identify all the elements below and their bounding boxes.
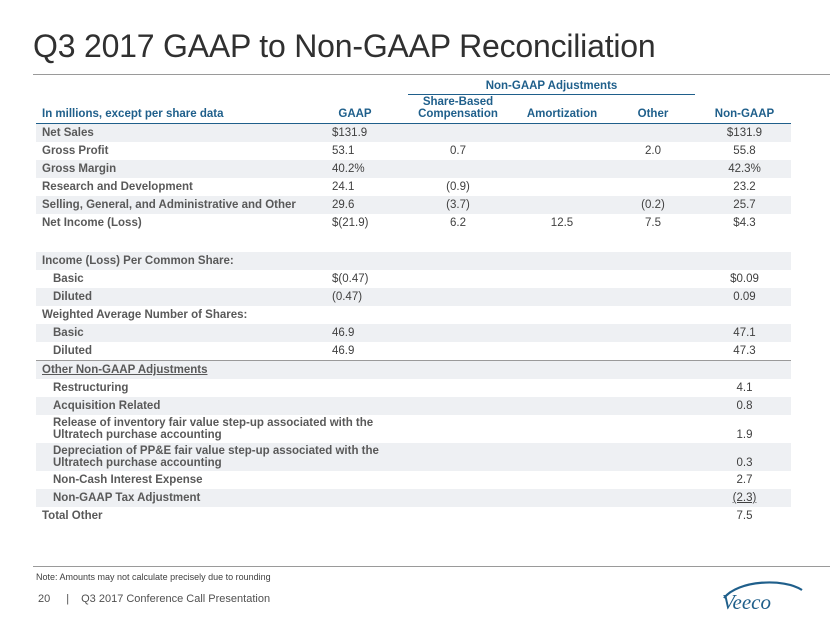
col-header-sbc-line1: Share-Based [422,96,494,108]
non-gaap-value: $0.09 [730,273,759,285]
group-header-underline [408,94,695,95]
row-label: Other Non-GAAP Adjustments [42,364,208,376]
reconciliation-table [36,124,791,525]
row-label-line2: Ultratech purchase accounting [53,429,222,441]
row-label-line1: Release of inventory fair value step-up associated with the [53,417,374,429]
slide-title: Q3 2017 GAAP to Non-GAAP Reconciliation [33,28,656,64]
col-header-sbc-line2: Compensation [418,108,498,120]
row-label: Non-GAAP Tax Adjustment [53,492,201,504]
gaap-value: 53.1 [332,145,355,157]
col-header-non-gaap: Non-GAAP [714,108,775,120]
gaap-value: 29.6 [332,199,355,211]
column-headers [36,96,791,123]
row-label-line1: Depreciation of PP&E fair value step-up associated with the [53,445,379,457]
gaap-value: 40.2% [332,163,365,175]
gaap-value: (0.47) [332,291,363,303]
table-row-net-sales [36,124,791,142]
table-row-other-header [36,361,791,379]
rounding-note: Note: Amounts may not calculate precisely due to rounding [36,572,271,582]
non-gaap-value: 4.1 [736,382,753,394]
row-label: Income (Loss) Per Common Share: [42,255,234,267]
row-label: Acquisition Related [53,400,161,412]
other-value: (0.2) [641,199,665,211]
table-row-research-development [36,178,791,196]
non-gaap-value: 23.2 [733,181,756,193]
non-gaap-value: 2.7 [736,474,753,486]
gaap-value: 24.1 [332,181,355,193]
table-row-shares-basic [36,324,791,342]
row-label: Net Income (Loss) [42,217,142,229]
col-header-gaap: GAAP [338,108,372,120]
table-row-eps-header [36,252,791,270]
row-label: Research and Development [42,181,193,193]
gaap-value: $(0.47) [332,273,369,285]
non-gaap-value: 0.3 [736,457,753,469]
sbc-value: (3.7) [446,199,470,211]
gaap-value: $131.9 [332,127,368,139]
logo-wordmark: Veeco [722,590,771,614]
non-gaap-value: 0.8 [736,400,753,412]
non-gaap-value: 47.3 [733,345,756,357]
table-row-tax-adjustment [36,489,791,507]
col-header-description: In millions, except per share data [42,108,224,120]
table-row-gross-margin [36,160,791,178]
row-label-line2: Ultratech purchase accounting [53,457,222,469]
table-row-restructuring [36,379,791,397]
sbc-value: 0.7 [450,145,466,157]
sbc-value: (0.9) [446,181,470,193]
gaap-value: $(21.9) [332,217,369,229]
amortization-value: 12.5 [550,217,574,229]
row-label [53,415,393,443]
other-value: 7.5 [645,217,661,229]
footer-divider [33,566,830,567]
row-label: Non-Cash Interest Expense [53,474,203,486]
veeco-logo [718,578,806,616]
presentation-name: Q3 2017 Conference Call Presentation [81,593,271,605]
col-header-amortization: Amortization [526,108,598,120]
row-label: Total Other [42,510,103,522]
non-gaap-value: 47.1 [733,327,756,339]
col-header-share-based-compensation [408,96,508,120]
table-row-inventory-step-up [36,415,791,443]
gaap-value: 46.9 [332,345,355,357]
row-label: Gross Margin [42,163,117,175]
non-gaap-value: 1.9 [736,429,753,441]
table-spacer-row [36,232,791,252]
title-divider [33,74,830,75]
table-row-net-income [36,214,791,232]
col-header-other: Other [637,108,669,120]
other-value: 2.0 [645,145,661,157]
row-label: Weighted Average Number of Shares: [42,309,248,321]
table-row-shares-diluted [36,342,791,360]
non-gaap-value: $131.9 [726,127,763,139]
table-row-shares-header [36,306,791,324]
sbc-value: 6.2 [450,217,466,229]
table-row-total-other [36,507,791,525]
non-gaap-value: 7.5 [736,510,753,522]
non-gaap-value: 42.3% [728,163,761,175]
non-gaap-adjustments-header: Non-GAAP Adjustments [485,80,618,92]
row-label: Selling, General, and Administrative and Other [42,199,296,211]
non-gaap-value: 0.09 [733,291,756,303]
table-row-eps-basic [36,270,791,288]
row-label: Restructuring [53,382,129,394]
row-label: Basic [53,273,84,285]
row-label: Diluted [53,291,92,303]
non-gaap-value: $4.3 [733,217,756,229]
row-label [53,443,393,471]
row-label: Gross Profit [42,145,109,157]
row-label: Net Sales [42,127,94,139]
table-row-gross-profit [36,142,791,160]
footer-separator: | [66,593,70,605]
slide-footer [38,593,270,605]
table-row-non-cash-interest [36,471,791,489]
table-row-acquisition-related [36,397,791,415]
table-row-eps-diluted [36,288,791,306]
row-label: Diluted [53,345,92,357]
non-gaap-value: 55.8 [733,145,756,157]
non-gaap-value: 25.7 [733,199,756,211]
row-label: Basic [53,327,84,339]
table-row-sga [36,196,791,214]
non-gaap-value: (2.3) [732,492,757,504]
page-number: 20 [38,593,51,605]
gaap-value: 46.9 [332,327,355,339]
table-row-ppe-step-up [36,443,791,471]
